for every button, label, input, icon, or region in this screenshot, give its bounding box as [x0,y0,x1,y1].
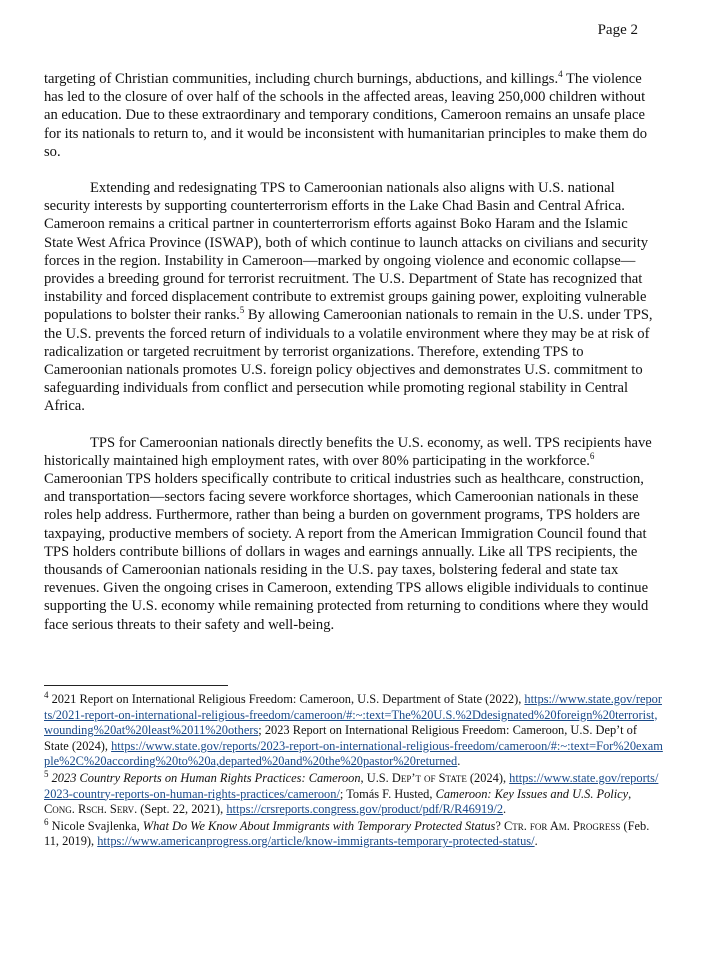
paragraph-3-text-end: Cameroonian TPS holders specifically contribute to critical industries such as healthcare, construction, and transportation—sectors facing severe workforce shortages, which Cameroonian nationals in these roles help address. Furthermore, rather than being a burden on government programs, TPS holders are taxpaying, productive members of society. A report from the American Immigration Council found that TPS holders contribute billions of dollars in wages and earnings annually. Like all TPS recipients, the thousands of Cameroonian nationals residing in the U.S. pay taxes, bolstering federal and state tax revenues. Given the ongoing crises in Cameroon, extending TPS allows eligible individuals to continue supporting the U.S. economy while remaining protected from returning to conditions where they would face serious threats to their safety and well-being. [44,471,649,633]
paragraph-3-text: TPS for Cameroonian nationals directly benefits the U.S. economy, as well. TPS recipients have historically maintained high employment rates, with over 80% participating in the workforce. [44,434,652,469]
footnote-6-text-4: . [534,834,538,849]
footnote-5-text-3: ; Tomás F. Husted, [339,786,436,801]
paragraph-1-text-end: The violence has led to the closure of over half of the schools in the affected areas, leaving 250,000 children without an education. Due to these extraordinary and temporary conditions, Cameroon remains an unsafe place for its nationals to return to, and it would be inconsistent with humanitarian principles to make them do so. [44,71,648,160]
paragraph-1-text: targeting of Christian communities, including church burnings, abductions, and killings. [44,71,559,87]
footnote-4-text: 2021 Report on International Religious Freedom: Cameroon, U.S. Department of State (2022), [48,692,525,706]
footnote-5-text-4: , [628,786,632,801]
footnote-5-text-6: . [503,802,507,817]
footnote-ref-6[interactable]: 6 [589,451,595,461]
page-number: Page 2 [597,22,638,38]
footnotes [44,689,664,851]
paragraph-2-text-end: By allowing Cameroonian nationals to remain in the U.S. under TPS, the U.S. prevents the forced return of individuals to a volatile environment where they may be at risk of radicalization or targeted recruitment by terrorist organizations. Therefore, extending TPS to Cameroonian nationals promotes U.S. foreign policy objectives and demonstrates U.S. commitment to safeguarding individuals from conflict and persecution while promoting regional stability in Central Africa. [44,307,653,415]
body-text [44,70,658,652]
footnote-5-link-1[interactable]: https://www.state.gov/reports/2023-country-reports-on-human-rights-practices/cameroon/ [44,770,659,801]
footnote-4 [44,689,664,770]
paragraph-3 [44,434,658,634]
footnote-5-smallcaps-2: Cong. Rsch. Serv. [44,802,138,817]
footnote-5-smallcaps-1: Dep’t of State [391,770,467,785]
footnote-6-number: 6 [44,816,49,827]
footnote-5-text-2: (2024), [466,770,510,785]
footnote-6-text-2: ? [495,818,504,833]
footnote-5-link-2[interactable]: https://crsreports.congress.gov/product/pdf/R/R46919/2 [226,802,504,817]
footnote-6 [44,816,664,850]
footnote-ref-5[interactable]: 5 [239,305,245,316]
footnote-4-number: 4 [44,689,49,700]
footnote-4-text-2: ; 2023 Report on International Religious Freedom: Cameroon, U.S. Dep’t of State (2024), [44,723,637,753]
footnote-4-link-1[interactable]: https://www.state.gov/reports/2021-report-on-international-religious-freedom/cameroon/#:~:text=The%20U.S.%2Ddesignated%20foreign%20terrorist,wounding%20at%20least%2011%20others [44,692,662,738]
footnote-5-number: 5 [44,768,49,779]
footnote-ref-4[interactable]: 4 [558,69,563,80]
footnote-5-title: 2023 Country Reports on Human Rights Practices: Cameroon [51,770,361,785]
footnote-divider [44,685,228,686]
footnote-4-link-2[interactable]: https://www.state.gov/reports/2023-report-on-international-religious-freedom/cameroon/#:~:text=For%20example%2C%20according%20to%20a,departed%20and%20the%20pastor%20returned [44,738,663,769]
paragraph-1 [44,70,658,161]
footnote-5 [44,768,664,818]
footnote-5-title-2: Cameroon: Key Issues and U.S. Policy [435,786,629,801]
footnote-5-text-5: (Sept. 22, 2021), [137,802,227,817]
paragraph-2 [44,179,658,416]
paragraph-2-text: Extending and redesignating TPS to Cameroonian nationals also aligns with U.S. national security interests by supporting counterterrorism efforts in the Lake Chad Basin and Central Africa. Cameroon remains a critical partner in counterterrorism efforts against Boko Haram and the Islamic State West Africa Province (ISWAP), both of which continue to launch attacks on civilians and security forces in the region. Instability in Cameroon—marked by ongoing violence and economic collapse—provides a breeding ground for terrorist recruitment. The U.S. Department of State has recognized that instability and forced displacement contribute to extremist groups gaining power, exploiting vulnerable populations to bolster their ranks. [44,180,649,324]
footnote-4-text-3: . [457,754,461,769]
footnote-5-text: , U.S. [360,770,392,785]
footnote-6-text-3: (Feb. 11, 2019), [44,818,650,849]
footnote-6-smallcaps: Ctr. for Am. Progress [503,818,621,833]
footnote-6-title: What Do We Know About Immigrants with Temporary Protected Status [142,818,496,833]
footnote-6-link[interactable]: https://www.americanprogress.org/article/know-immigrants-temporary-protected-status/ [97,834,535,849]
footnote-6-text: Nicole Svajlenka, [48,818,143,833]
